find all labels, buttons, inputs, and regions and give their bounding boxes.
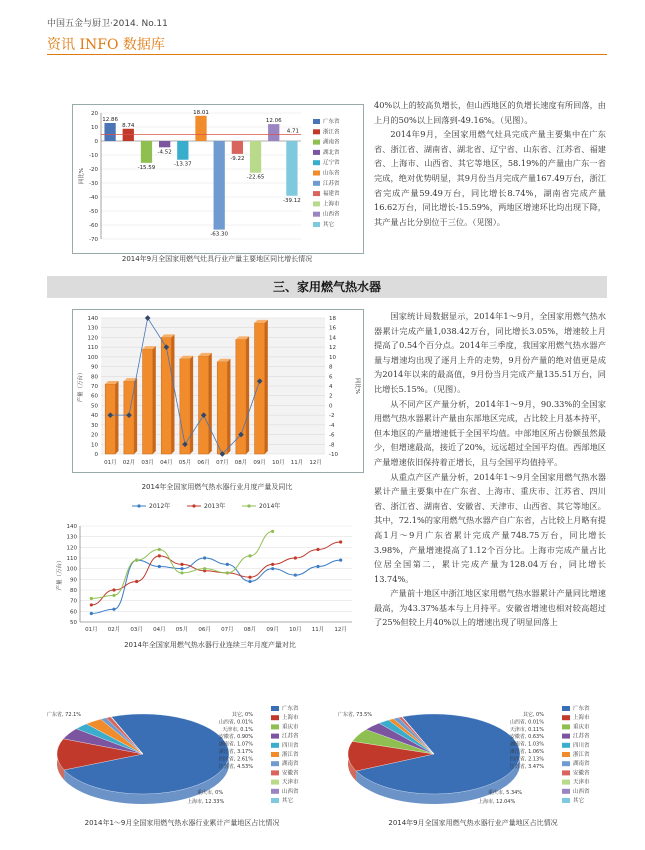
slice-label: 山西省, 0.01% (509, 719, 544, 726)
legend-label: 山西省 (573, 788, 590, 795)
x-tick-label: 07月 (216, 460, 229, 466)
chart4-svg (47, 702, 317, 814)
series-point (248, 580, 251, 583)
legend-label: 安徽省 (573, 770, 590, 777)
chart2-panel (72, 309, 364, 473)
legend-swatch (271, 715, 279, 720)
y2-tick-label: -6 (329, 432, 335, 439)
bar-side (246, 336, 249, 454)
data-label: 12.06 (265, 118, 282, 125)
x-tick-label: 08月 (234, 460, 248, 466)
legend-label: 天津市 (282, 779, 299, 786)
bar-side (134, 378, 137, 454)
bar-side (115, 381, 118, 454)
x-tick-label: 05月 (178, 460, 192, 466)
series-point (135, 580, 138, 583)
legend-swatch (313, 119, 320, 124)
chart5-panel (338, 702, 608, 814)
chart3-panel (52, 500, 362, 635)
y-tick-label: 10 (91, 442, 98, 449)
bar (161, 337, 171, 454)
y-tick-label: 80 (91, 374, 98, 381)
series-point (294, 556, 297, 559)
y2-tick-label: 12 (329, 345, 336, 352)
bar (159, 141, 170, 147)
series-point (90, 612, 93, 615)
y-tick-label: 30 (91, 422, 98, 429)
legend-marker (247, 504, 250, 507)
series-point (226, 571, 229, 574)
legend-swatch (313, 160, 320, 165)
y-tick-label: -60 (89, 223, 98, 229)
legend-label: 2013年 (204, 503, 226, 510)
x-tick-label: 02月 (107, 627, 121, 633)
y-tick-label: 40 (91, 413, 98, 420)
data-label: -13.37 (173, 161, 192, 168)
y-tick-label: 100 (66, 566, 77, 573)
paragraph: 从重点产区产量分析，2014年1～9月全国家用燃气热水器累计产量主要集中在广东省、上海市、重庆市、江苏省、四川省、浙江省、湖南省、安徽省、天津市、山西省、其它等地区。其中，72.1%的家用燃气热水器产自广东省，占比较上月略有提高1月～9月广东省累计完成产量748.75万台，同比增长3.98%，产量增速提高了1.12个百分比。上海市完成产量占比位居全国第二，累计完成产量为128.04万台，同比增长13.74%。 (374, 471, 606, 584)
section-header: 资讯 INFO 数据库 (47, 37, 165, 53)
bar-side (153, 346, 156, 454)
bar (141, 141, 152, 163)
bar (195, 116, 206, 141)
y-axis-label: 产量（万台） (78, 369, 84, 403)
y2-tick-label: 10 (329, 354, 336, 361)
y-tick-label: -10 (89, 153, 98, 159)
y-tick-label: 80 (70, 588, 77, 594)
legend-label: 上海市 (323, 201, 340, 208)
bar (104, 123, 115, 141)
bar (268, 124, 279, 141)
paragraph: 产量前十地区中浙江地区家用燃气热水器累计产量同比增速最高，为43.37%基本与上月持平。安徽省增速也相对较高超过了25%但较上月40%以上的增速出现了明显回落上 (374, 588, 606, 628)
legend-swatch (271, 798, 279, 803)
legend-swatch (562, 715, 570, 720)
y-tick-label: 60 (70, 609, 77, 616)
x-tick-label: 11月 (290, 460, 304, 466)
y-tick-label: 20 (91, 111, 98, 117)
legend-label: 广东省 (573, 706, 590, 712)
x-tick-label: 03月 (141, 460, 154, 466)
legend-label: 辽宁省 (323, 160, 340, 167)
slice-label: 天津市, 0.11% (509, 726, 544, 733)
legend-label: 福建省 (323, 191, 340, 198)
paragraph: 2014年9月，全国家用燃气灶具完成产量主要集中在广东省、浙江省、湖南省、湖北省、辽宁省、山东省、江苏省、福建省、上海市、山西省、其它等地区，58.19%的产量由广东一省完成，绝对优势明显，其9月份当月完成产量167.49万台，浙江省完成产量59.49万台，同比增长8.74%，湖南省完成产量16.62万台，同比增长-15.59%，两地区增速环比均出现下降，其产量占比分别位于三位。（见图）。 (374, 129, 606, 227)
y-tick-label: 120 (87, 335, 98, 342)
data-label: 8.74 (122, 122, 135, 129)
y2-tick-label: -4 (329, 422, 335, 429)
series-point (271, 567, 274, 570)
legend-label: 湖南省 (573, 761, 590, 768)
y-tick-label: 50 (91, 403, 98, 410)
legend-label: 江苏省 (282, 733, 299, 740)
legend-label: 其它 (323, 222, 335, 228)
slice-label: 重庆市, 0% (197, 790, 224, 796)
legend-label: 浙江省 (282, 752, 299, 758)
legend-swatch (562, 780, 570, 785)
y-tick-label: -20 (89, 167, 98, 173)
y2-tick-label: 4 (329, 384, 333, 390)
legend-swatch (562, 761, 570, 766)
chart5-caption: 2014年9月全国家用燃气热水器行业产量地区占比情况 (388, 819, 558, 827)
slice-label: 其它, 0% (231, 712, 253, 718)
x-tick-label: 08月 (243, 627, 257, 633)
legend-swatch (271, 770, 279, 775)
x-tick-label: 12月 (334, 627, 347, 633)
chart3-svg (52, 500, 362, 635)
legend-swatch (313, 129, 320, 134)
legend-label: 2014年 (259, 503, 281, 510)
legend-label: 四川省 (573, 742, 590, 749)
y2-tick-label: 18 (329, 316, 336, 322)
y2-tick-label: 2 (329, 393, 333, 400)
legend-swatch (271, 789, 279, 794)
legend-swatch (313, 150, 320, 155)
data-label: 18.01 (193, 109, 209, 116)
legend-swatch (562, 789, 570, 794)
data-label: -9.22 (230, 155, 245, 162)
series-point (158, 554, 161, 557)
bar-side (227, 359, 230, 454)
text-mid (374, 309, 606, 630)
chart4-caption: 2014年1～9月全国家用燃气热水器行业累计产量地区占比情况 (84, 819, 280, 827)
slice-label: 重庆市, 5.34% (488, 790, 523, 796)
series-point (112, 594, 115, 597)
slice-label: 浙江省, 1.06% (509, 749, 544, 755)
bar-side (171, 334, 174, 454)
legend-swatch (562, 752, 570, 757)
series-point (158, 548, 161, 551)
slice-label: 广东省, 73.5% (338, 712, 373, 718)
x-tick-label: 12月 (309, 460, 322, 466)
data-label: 12.86 (102, 116, 118, 123)
bar (217, 362, 227, 454)
data-label: -63.30 (210, 231, 229, 238)
y-tick-label: 20 (91, 432, 98, 439)
legend-marker (137, 504, 140, 507)
total-label: 4.71 (286, 128, 299, 135)
legend-swatch (271, 724, 279, 729)
slice-label: 上海市, 12.04% (478, 799, 516, 805)
slice-label: 山西省, 0.01% (218, 719, 253, 726)
y-axis-label: 产量（万台） (57, 557, 63, 591)
y-tick-label: 120 (66, 545, 77, 552)
x-tick-label: 03月 (130, 627, 143, 633)
legend-swatch (562, 743, 570, 748)
legend-label: 湖北省 (323, 149, 340, 156)
y-tick-label: 110 (87, 345, 98, 352)
paragraph: 40%以上的较高负增长，但山西地区的负增长速度有所回落，由上月的50%以上回落到-49.16%。（见图）。 (374, 100, 606, 125)
chart1-svg (73, 105, 363, 253)
series-point (316, 548, 319, 551)
data-label: -22.65 (246, 174, 265, 181)
x-tick-label: 01月 (104, 460, 117, 466)
legend-swatch (271, 752, 279, 757)
legend-label: 2012年 (149, 503, 171, 510)
legend-marker (192, 504, 195, 507)
y-tick-label: -50 (89, 209, 98, 215)
chart4-panel (47, 702, 317, 814)
bar-side (190, 356, 193, 454)
chart2-svg (73, 310, 363, 472)
legend-label: 山东省 (323, 170, 340, 177)
legend-label: 山西省 (323, 211, 340, 218)
y-tick-label: 50 (70, 620, 77, 626)
chart1-caption: 2014年9月全国家用燃气灶具行业产量主要地区同比增长情况 (121, 255, 313, 263)
y-tick-label: 90 (70, 577, 77, 584)
chart3-caption: 2014年全国家用燃气热水器行业连续三年月度产量对比 (124, 641, 296, 649)
legend-label: 广东省 (282, 706, 299, 712)
x-tick-label: 11月 (311, 627, 325, 633)
y-tick-label: -40 (89, 195, 98, 201)
x-tick-label: 02月 (122, 460, 136, 466)
series-point (271, 530, 274, 533)
legend-label: 江苏省 (573, 733, 590, 740)
x-tick-label: 10月 (272, 460, 285, 466)
data-label: -15.59 (137, 164, 156, 171)
legend-swatch (562, 724, 570, 729)
series-point (248, 554, 251, 557)
y2-tick-label: 14 (329, 335, 336, 342)
bar (180, 359, 190, 454)
series-point (316, 565, 319, 568)
legend-label: 广东省 (323, 119, 340, 125)
y-tick-label: 140 (66, 524, 77, 530)
series-point (339, 540, 342, 543)
series-point (203, 567, 206, 570)
legend-swatch (313, 140, 320, 145)
legend-swatch (271, 761, 279, 766)
legend-swatch (562, 798, 570, 803)
slice-label: 安徽省, 0.90% (218, 734, 253, 741)
series-point (339, 559, 342, 562)
legend-swatch (271, 743, 279, 748)
bar (250, 141, 261, 173)
series-line (91, 558, 340, 613)
y2-tick-label: -10 (329, 452, 338, 458)
x-tick-label: 04月 (153, 627, 166, 633)
series-point (180, 571, 183, 574)
y2-tick-label: 16 (329, 325, 336, 332)
legend-swatch (313, 171, 320, 176)
legend-swatch (313, 191, 320, 196)
y-tick-label: 60 (91, 393, 98, 400)
x-tick-label: 10月 (289, 627, 302, 633)
series-point (112, 608, 115, 611)
bar (123, 129, 134, 141)
bar (255, 323, 265, 454)
series-point (112, 588, 115, 591)
legend-swatch (271, 780, 279, 785)
legend-label: 浙江省 (573, 752, 590, 758)
data-label: -39.12 (283, 197, 301, 204)
chart1-panel (72, 104, 364, 254)
legend-swatch (562, 706, 570, 711)
legend-swatch (313, 222, 320, 227)
legend-label: 湖南省 (323, 139, 340, 146)
slice-label: 四川省, 2.13% (509, 756, 544, 763)
bar (232, 141, 243, 154)
y-tick-label: 100 (87, 354, 98, 361)
legend-label: 浙江省 (323, 129, 340, 136)
bar (143, 349, 153, 454)
legend-label: 其它 (573, 798, 585, 804)
y-tick-label: 110 (66, 556, 77, 562)
data-label: -4.52 (157, 149, 172, 156)
slice-label: 江苏省, 4.53% (218, 763, 253, 770)
bar (199, 356, 209, 454)
legend-label: 四川省 (282, 742, 299, 749)
y-tick-label: 0 (94, 452, 98, 458)
legend-swatch (562, 770, 570, 775)
slice-label: 浙江省, 3.17% (218, 749, 253, 755)
legend-label: 重庆市 (282, 724, 299, 731)
slice-label: 天津市, 0.1% (222, 726, 253, 733)
series-point (158, 565, 161, 568)
legend-label: 天津市 (573, 779, 590, 786)
legend-label: 重庆市 (573, 724, 590, 731)
y2-tick-label: -2 (329, 413, 335, 420)
x-tick-label: 06月 (197, 460, 210, 466)
series-point (294, 573, 297, 576)
series-point (226, 563, 229, 566)
slice-label: 湖南省, 1.07% (218, 741, 253, 748)
x-tick-label: 04月 (160, 460, 173, 466)
x-tick-label: 05月 (175, 627, 189, 633)
section-title: 三、家用燃气热水器 (47, 276, 607, 298)
legend-swatch (313, 181, 320, 186)
text-top (374, 98, 606, 229)
legend-swatch (271, 734, 279, 739)
slice-label: 其它, 0% (522, 712, 544, 718)
slice-label: 湖南省, 1.03% (509, 741, 544, 748)
series-point (180, 563, 183, 566)
x-tick-label: 07月 (221, 627, 234, 633)
legend-label: 湖南省 (282, 761, 299, 768)
y-tick-label: 130 (66, 534, 77, 541)
slice-label: 江苏省, 3.47% (509, 763, 544, 770)
y-tick-label: 130 (87, 325, 98, 332)
legend-label: 江苏省 (323, 180, 340, 187)
legend-swatch (271, 706, 279, 711)
x-tick-label: 01月 (85, 627, 98, 633)
legend-swatch (562, 734, 570, 739)
y-tick-label: 90 (91, 364, 98, 371)
y2-axis-label: 同比% (354, 377, 360, 395)
journal-header: 中国五金与厨卫·2014. No.11 (47, 19, 168, 29)
legend-label: 安徽省 (282, 770, 299, 777)
bar-side (265, 320, 268, 454)
legend-swatch (313, 201, 320, 206)
x-tick-label: 09月 (253, 460, 266, 466)
x-tick-label: 09月 (266, 627, 279, 633)
bar (177, 141, 188, 160)
bar (214, 141, 225, 230)
y-tick-label: 70 (91, 384, 98, 390)
bar-side (209, 353, 212, 454)
paragraph: 国家统计局数据显示，2014年1～9月，全国家用燃气热水器累计完成产量1,038.42万台，同比增长3.05%，增速较上月提高了0.54个百分点。2014年三季度，我国家用燃气热水器产量与增速均出现了逐月上升的走势，9月份产量的绝对值更是成为2014年以来的最高值，9月份当月完成产量135.51万台，同比增长5.15%。（见图）。 (374, 311, 606, 394)
series-point (271, 563, 274, 566)
slice-label: 安徽省, 0.63% (509, 734, 544, 741)
bar (105, 384, 115, 454)
y-axis-label: 同比% (79, 167, 85, 185)
y2-tick-label: 6 (329, 374, 333, 381)
series-point (90, 603, 93, 606)
chart2-caption: 2014年全国家用燃气热水器行业月度产量及同比 (141, 483, 293, 491)
paragraph: 从不同产区产量分析，2014年1～9月，90.33%的全国家用燃气热水器累计产量由东部地区完成，占比较上月基本持平，但本地区的产量增速低于全国平均值。中部地区所占份额虽然最少，但增速最高，接近了20%，远远超过全国平均值。西部地区产量增速依旧保持着正增长，且与全国平均值持平。 (374, 398, 606, 467)
series-point (203, 556, 206, 559)
y-tick-label: 140 (87, 316, 98, 322)
series-point (135, 559, 138, 562)
y2-tick-label: 0 (329, 403, 333, 410)
legend-swatch (313, 212, 320, 217)
slice-label: 上海市, 12.33% (187, 799, 225, 805)
series-point (90, 597, 93, 600)
legend-label: 上海市 (282, 715, 299, 722)
slice-label: 四川省, 2.61% (218, 756, 253, 763)
legend-label: 上海市 (573, 715, 590, 722)
bar (286, 141, 297, 196)
series-point (180, 567, 183, 570)
y-tick-label: -70 (89, 237, 98, 243)
y-tick-label: 0 (94, 139, 98, 145)
y2-tick-label: 8 (329, 364, 333, 371)
x-tick-label: 06月 (198, 627, 211, 633)
legend-label: 其它 (282, 798, 294, 804)
y-tick-label: 70 (70, 598, 77, 605)
series-point (248, 576, 251, 579)
chart5-svg (338, 702, 608, 814)
legend-label: 山西省 (282, 788, 299, 795)
slice-label: 广东省, 72.1% (47, 712, 82, 718)
y-tick-label: 10 (91, 125, 98, 131)
header-divider (47, 54, 607, 55)
y2-tick-label: -8 (329, 442, 335, 449)
y-tick-label: -30 (89, 181, 98, 187)
